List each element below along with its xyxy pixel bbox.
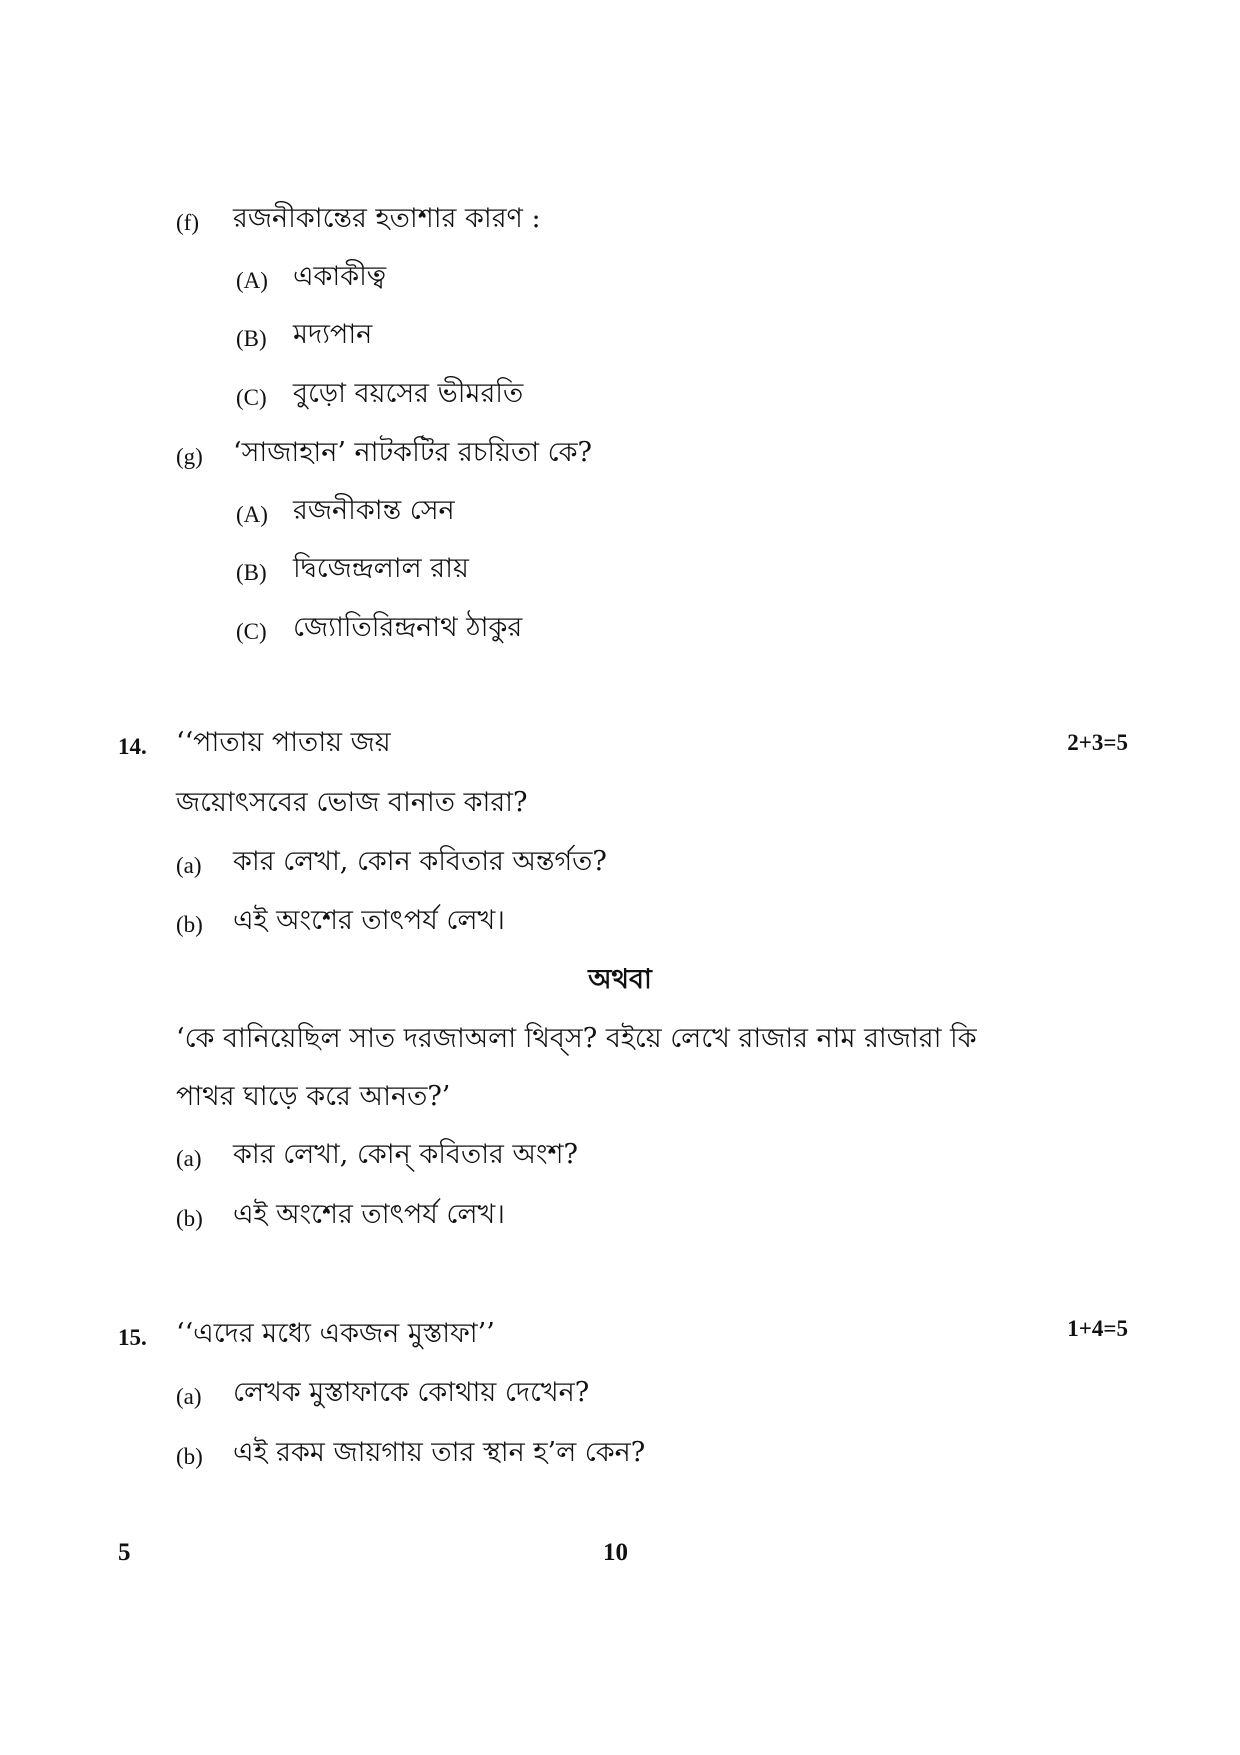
part-label: (b) xyxy=(176,912,203,937)
footer-code: 5 xyxy=(118,1539,131,1566)
option-label: (B) xyxy=(236,560,267,585)
quote-line: পাথর ঘাড়ে করে আনত?’ xyxy=(176,1081,451,1112)
quote-line: ‘‘এদের মধ্যে একজন মুস্তাফা’’ xyxy=(176,1318,495,1349)
or-heading: অথবা xyxy=(588,964,652,995)
marks: 2+3=5 xyxy=(1067,730,1128,755)
part-label: (b) xyxy=(176,1206,203,1231)
quote-line: জয়োৎসবের ভোজ বানাত কারা? xyxy=(176,787,528,818)
option-label: (B) xyxy=(236,326,267,351)
part-text: লেখক মুস্তাফাকে কোথায় দেখেন? xyxy=(233,1377,590,1408)
quote-line: ‘‘পাতায় পাতায় জয় xyxy=(176,727,391,758)
option-text: বুড়ো বয়সের ভীমরতি xyxy=(293,378,524,409)
page-number: 10 xyxy=(603,1539,628,1566)
part-label: (b) xyxy=(176,1444,203,1469)
option-text: জ্যোতিরিন্দ্রনাথ ঠাকুর xyxy=(293,612,523,643)
part-text: এই অংশের তাৎপর্য লেখ। xyxy=(233,1199,505,1230)
quote-line: ‘কে বানিয়েছিল সাত দরজাঅলা থিব্‌স? বইয়ে লেখে রাজার নাম রাজারা কি xyxy=(176,1023,977,1054)
marks: 1+4=5 xyxy=(1067,1316,1128,1341)
question-stem: রজনীকান্তের হতাশার কারণ : xyxy=(233,203,541,234)
option-label: (A) xyxy=(236,268,268,293)
question-number: 15. xyxy=(118,1325,147,1350)
part-text: এই রকম জায়গায় তার স্থান হ’ল কেন? xyxy=(233,1437,646,1468)
option-text: রজনীকান্ত সেন xyxy=(293,495,455,526)
option-text: একাকীত্ব xyxy=(293,261,387,292)
part-label: (a) xyxy=(176,853,202,878)
part-label: (a) xyxy=(176,1384,202,1409)
part-text: এই অংশের তাৎপর্য লেখ। xyxy=(233,905,505,936)
question-stem: ‘সাজাহান’ নাটকটির রচয়িতা কে? xyxy=(233,437,592,468)
option-text: মদ্যপান xyxy=(293,319,373,350)
option-label: (C) xyxy=(236,619,267,644)
option-label: (C) xyxy=(236,385,267,410)
part-label: (a) xyxy=(176,1146,202,1171)
part-label: (f) xyxy=(176,210,199,235)
part-text: কার লেখা, কোন্‌ কবিতার অংশ? xyxy=(233,1139,578,1170)
part-label: (g) xyxy=(176,444,203,469)
option-text: দ্বিজেন্দ্রলাল রায় xyxy=(293,553,469,584)
option-label: (A) xyxy=(236,502,268,527)
question-number: 14. xyxy=(118,734,147,759)
part-text: কার লেখা, কোন কবিতার অন্তর্গত? xyxy=(233,846,607,877)
